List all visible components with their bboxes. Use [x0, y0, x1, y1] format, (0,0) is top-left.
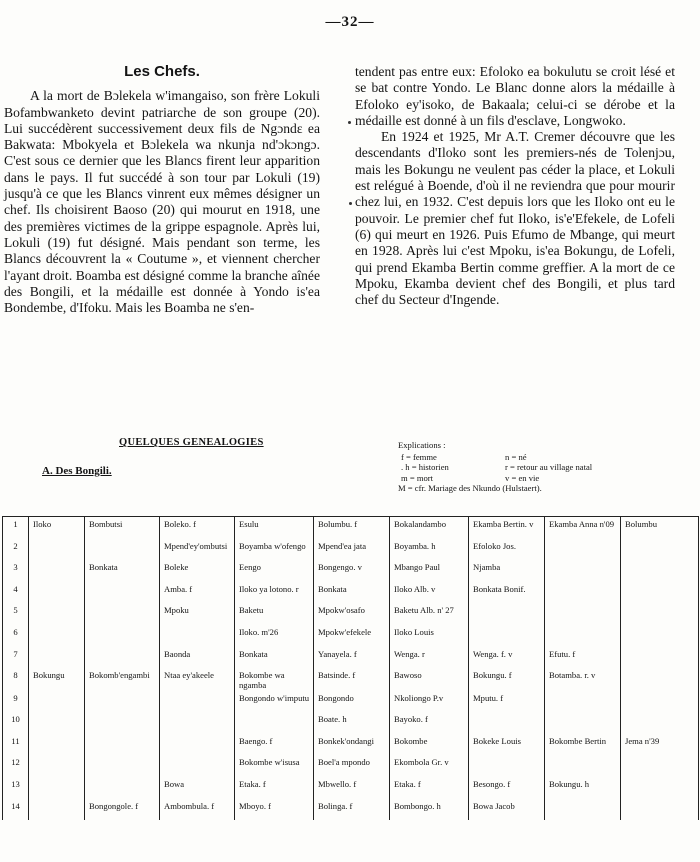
table-cell: Iloko. m'26 — [235, 625, 314, 647]
table-cell — [85, 712, 160, 734]
table-cell — [621, 625, 699, 647]
table-cell — [85, 647, 160, 669]
row-number-cell: 2 — [3, 539, 29, 561]
table-cell: Ekombola Gr. v — [390, 755, 469, 777]
table-cell — [621, 560, 699, 582]
table-cell — [29, 799, 85, 821]
row-number-cell: 14 — [3, 799, 29, 821]
table-cell: Iloko Alb. v — [390, 582, 469, 604]
table-cell: Bokungu. h — [545, 777, 621, 799]
table-cell — [621, 777, 699, 799]
table-cell: Amba. f — [160, 582, 235, 604]
table-cell — [621, 582, 699, 604]
legend-row — [398, 473, 688, 484]
section-title: Les Chefs. — [124, 63, 200, 80]
table-cell — [160, 625, 235, 647]
table-cell: Ntaa ey'akeele — [160, 668, 235, 690]
table-cell — [469, 603, 545, 625]
row-number-cell: 10 — [3, 712, 29, 734]
table-cell: Boel'a mpondo — [314, 755, 390, 777]
table-cell — [545, 539, 621, 561]
genealogy-table — [2, 516, 699, 820]
table-cell: Bonkata — [235, 647, 314, 669]
table-cell: Boleke — [160, 560, 235, 582]
table-cell — [621, 691, 699, 713]
table-cell: Bokombe wa ngamba — [235, 668, 314, 690]
table-cell: Bolinga. f — [314, 799, 390, 821]
table-cell: Botamba. r. v — [545, 668, 621, 690]
table-row — [3, 799, 699, 821]
table-row — [3, 517, 699, 539]
table-cell — [545, 582, 621, 604]
table-cell: Mbwello. f — [314, 777, 390, 799]
table-cell: Bonkata — [314, 582, 390, 604]
table-cell — [545, 625, 621, 647]
table-cell: Bokombe w'isusa — [235, 755, 314, 777]
table-cell: Iloko ya lotono. r — [235, 582, 314, 604]
table-cell: Besongo. f — [469, 777, 545, 799]
table-cell — [29, 603, 85, 625]
row-number-cell: 9 — [3, 691, 29, 713]
table-cell — [621, 668, 699, 690]
table-row — [3, 539, 699, 561]
table-row — [3, 647, 699, 669]
legend-title: Explications : — [398, 440, 446, 450]
table-cell: Mpoku — [160, 603, 235, 625]
table-row — [3, 691, 699, 713]
table-cell — [545, 691, 621, 713]
table-cell: Boate. h — [314, 712, 390, 734]
left-column — [4, 64, 320, 316]
table-cell: Wenga. f. v — [469, 647, 545, 669]
legend-entry: n = né — [505, 451, 527, 462]
ink-speck — [349, 202, 352, 205]
legend-row — [398, 452, 688, 463]
table-cell: Bowa Jacob — [469, 799, 545, 821]
table-cell — [85, 582, 160, 604]
table-cell: Iloko — [29, 517, 85, 539]
table-row — [3, 625, 699, 647]
table-cell — [621, 799, 699, 821]
legend-entry: m = mort — [401, 472, 434, 483]
table-cell — [29, 539, 85, 561]
table-cell: Bayoko. f — [390, 712, 469, 734]
paragraph: A la mort de Bɔlekela w'imangaiso, son frère Lokuli Bofambwanketo devint patriarche de son groupe (20). Lui succédèrent successivement deux fils de Ngɔndɛ ea Bakwata: Mbokyela et Bɔlekela wa nkunja nd'ɔkɔngɔ. C'est sous ce dernier que les Blancs firent leur apparition dans le pays. Il fut succédé à son tour par Lokuli (19) jusqu'à ce que les Blancs vinrent eux mêmes désigner un chef. Ils choisirent Baoso (20) qui mourut en 1918, une des premières victimes de la grippe espagnole. Après lui, Lokuli (19) fut désigné. Mais pendant son terme, les Blancs découvrent la « Coutume », et viennent chercher l'ayant droit. Boamba est désigné comme la branche aînée des Bongili, et la médaille est donnée à Yondo is'ea Bondembe, d'Ifoku. Mais les Boamba ne s'en- — [4, 88, 320, 316]
table-row — [3, 777, 699, 799]
table-cell: Bokungu — [29, 668, 85, 690]
table-cell — [545, 755, 621, 777]
table-cell: Iloko Louis — [390, 625, 469, 647]
table-cell — [621, 712, 699, 734]
table-cell — [29, 582, 85, 604]
legend-note: M = cfr. Mariage des Nkundo (Hulstaert). — [398, 483, 542, 494]
page-number: —32— — [325, 14, 375, 30]
table-cell: Wenga. r — [390, 647, 469, 669]
ink-speck — [348, 121, 351, 124]
table-cell — [469, 755, 545, 777]
table-cell — [160, 734, 235, 756]
table-row — [3, 755, 699, 777]
table-cell — [29, 712, 85, 734]
table-cell: Boyamba w'ofengo — [235, 539, 314, 561]
table-cell: Mpokw'osafo — [314, 603, 390, 625]
table-cell — [160, 755, 235, 777]
table-cell: Ekamba Anna n'09 — [545, 517, 621, 539]
table-cell — [469, 625, 545, 647]
table-cell — [545, 603, 621, 625]
table-cell — [85, 603, 160, 625]
paragraph: tendent pas entre eux: Efoloko ea bokulutu se croit lésé et se bat contre Yondo. Le Blanc donne alors la médaille à Efoloko ey'isoko, de Bakaala; celui-ci se dérobe et la médaille est donné à un fils d'esclave, Longwoko. — [355, 64, 675, 128]
table-cell: Etaka. f — [235, 777, 314, 799]
table-cell: Bokombe Bertin — [545, 734, 621, 756]
table-cell — [621, 647, 699, 669]
row-number-cell: 5 — [3, 603, 29, 625]
table-cell: Esulu — [235, 517, 314, 539]
table-cell: Jema n'39 — [621, 734, 699, 756]
row-number-cell: 12 — [3, 755, 29, 777]
table-cell — [621, 539, 699, 561]
table-cell: Bombongo. h — [390, 799, 469, 821]
table-cell: Efutu. f — [545, 647, 621, 669]
right-column — [355, 64, 675, 308]
table-cell — [469, 712, 545, 734]
table-cell — [545, 799, 621, 821]
table-cell — [29, 755, 85, 777]
table-cell — [85, 625, 160, 647]
table-cell — [85, 777, 160, 799]
table-cell — [29, 734, 85, 756]
table-cell: Yanayela. f — [314, 647, 390, 669]
row-number-cell: 13 — [3, 777, 29, 799]
row-number-cell: 6 — [3, 625, 29, 647]
table-cell — [621, 755, 699, 777]
table-cell: Bokungu. f — [469, 668, 545, 690]
table-row — [3, 603, 699, 625]
genealogy-subheading: A. Des Bongili. — [42, 465, 112, 477]
table-cell: Bolumbu — [621, 517, 699, 539]
legend — [398, 440, 688, 494]
row-number-cell: 4 — [3, 582, 29, 604]
legend-entry: . h = historien — [401, 462, 449, 473]
table-cell: Bongongole. f — [85, 799, 160, 821]
genealogy-heading: QUELQUES GENEALOGIES — [119, 437, 264, 448]
table-cell: Bonkata Bonif. — [469, 582, 545, 604]
row-number-cell: 1 — [3, 517, 29, 539]
row-number-cell: 3 — [3, 560, 29, 582]
table-cell: Boyamba. h — [390, 539, 469, 561]
table-cell — [545, 712, 621, 734]
table-cell: Eengo — [235, 560, 314, 582]
table-cell — [85, 691, 160, 713]
table-cell: Ekamba Bertin. v — [469, 517, 545, 539]
legend-row — [398, 462, 688, 473]
table-cell: Bokeke Louis — [469, 734, 545, 756]
row-number-cell: 8 — [3, 668, 29, 690]
table-cell: Baketu Alb. n' 27 — [390, 603, 469, 625]
table-cell: Mpend'ey'ombutsi — [160, 539, 235, 561]
table-cell: Bongondo — [314, 691, 390, 713]
table-row — [3, 712, 699, 734]
table-cell: Mbango Paul — [390, 560, 469, 582]
table-cell: Njamba — [469, 560, 545, 582]
table-cell — [160, 691, 235, 713]
table-cell — [545, 560, 621, 582]
table-cell: Bonkata — [85, 560, 160, 582]
table-row — [3, 734, 699, 756]
table-cell — [29, 625, 85, 647]
paragraph: En 1924 et 1925, Mr A.T. Cremer découvre que les descendants d'Iloko sont les premiers-nés de Tolenjɔu, mais les Bokungu ne veulent pas céder la place, et Lokuli est relégué à Boende, d'où il ne reviendra que pour mourir chez lui, en 1932. C'est depuis lors que les Iloko ont eu le pouvoir. Le premier chef fut Iloko, is'e'Efekele, de Lofeli (6) qui meurt en 1926. Puis Efumo de Mbange, qui meurt en 1928. Après lui c'est Mpoku, is'ea Bokungu, de Lofeli, qui prend Ekamba Bertin comme greffier. A la mort de ce Mpoku, Ekamba devient chef des Bongili, et plus tard chef du Secteur d'Ingende. — [355, 129, 675, 308]
table-cell: Bongengo. v — [314, 560, 390, 582]
table-cell — [29, 560, 85, 582]
table-cell: Mboyo. f — [235, 799, 314, 821]
legend-entry: v = en vie — [505, 472, 540, 483]
table-cell: Bowa — [160, 777, 235, 799]
table-cell: Bawoso — [390, 668, 469, 690]
row-number-cell: 11 — [3, 734, 29, 756]
table-row — [3, 668, 699, 690]
table-cell: Bonkek'ondangi — [314, 734, 390, 756]
table-cell — [621, 603, 699, 625]
table-cell — [29, 647, 85, 669]
table-cell: Bokombe — [390, 734, 469, 756]
table-cell — [29, 691, 85, 713]
table-cell: Mpend'ea jata — [314, 539, 390, 561]
table-cell — [85, 734, 160, 756]
table-cell — [160, 712, 235, 734]
table-cell: Bongondo w'imputu — [235, 691, 314, 713]
row-number-cell: 7 — [3, 647, 29, 669]
table-cell: Etaka. f — [390, 777, 469, 799]
table-cell: Baonda — [160, 647, 235, 669]
table-cell: Bokomb'engambi — [85, 668, 160, 690]
table-cell — [85, 539, 160, 561]
table-row — [3, 582, 699, 604]
table-cell — [85, 755, 160, 777]
table-cell: Bolumbu. f — [314, 517, 390, 539]
table-row — [3, 560, 699, 582]
table-cell: Bombutsi — [85, 517, 160, 539]
table-cell — [29, 777, 85, 799]
legend-entry: r = retour au village natal — [505, 462, 593, 473]
table-cell: Ambombula. f — [160, 799, 235, 821]
table-cell: Efoloko Jos. — [469, 539, 545, 561]
table-cell: Nkoliongo P.v — [390, 691, 469, 713]
table-cell: Baketu — [235, 603, 314, 625]
table-cell: Mputu. f — [469, 691, 545, 713]
table-cell: Boleko. f — [160, 517, 235, 539]
table-cell: Batsinde. f — [314, 668, 390, 690]
table-cell: Mpokw'efekele — [314, 625, 390, 647]
table-cell — [235, 712, 314, 734]
table-cell: Bokalandambo — [390, 517, 469, 539]
table-cell: Baengo. f — [235, 734, 314, 756]
legend-entry: f = femme — [401, 451, 437, 462]
